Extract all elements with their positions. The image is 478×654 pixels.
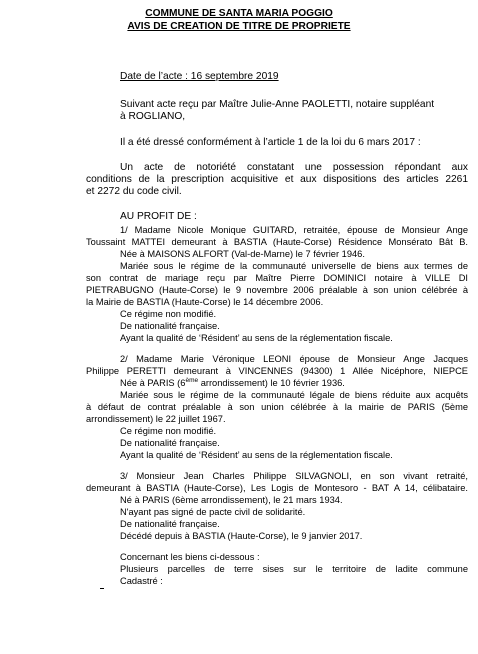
person3-line4: N'ayant pas signé de pacte civil de solidarité.	[120, 507, 306, 517]
biens-line3: Cadastré :	[120, 576, 163, 586]
person2-line1: 2/ Madame Marie Véronique LEONI épouse de Monsieur Ange Jacques	[120, 354, 468, 364]
person1-line2: Toussaint MATTEI demeurant à BASTIA (Haute-Corse) Résidence Monsérato Bât B.	[86, 237, 468, 247]
person1-line8: Ce régime non modifié.	[120, 309, 217, 319]
intro-notaire-line2: à ROGLIANO,	[120, 111, 186, 122]
intro-notoriete-line3: et 2272 du code civil.	[86, 186, 182, 197]
person2-line3: Née à PARIS (6ème arrondissement) le 10 février 1936.	[120, 376, 345, 388]
person1-line5: son contrat de mariage reçu par Maître Pierre DOMINICI notaire à VILLE DI	[86, 273, 468, 283]
person3-line6: Décédé depuis à BASTIA (Haute-Corse), le 9 janvier 2017.	[120, 531, 363, 541]
person3-line3: Né à PARIS (6ème arrondissement), le 21 mars 1934.	[120, 495, 343, 505]
person1-line3: Née à MAISONS ALFORT (Val-de-Marne) le 7 février 1946.	[120, 249, 365, 259]
person1-line10: Ayant la qualité de ‘Résident’ au sens de la réglementation fiscale.	[120, 333, 393, 343]
person1-line4: Mariée sous le régime de la communauté universelle de biens aux termes de	[120, 261, 468, 271]
intro-loi: Il a été dressé conformément à l’article 1 de la loi du 6 mars 2017 :	[120, 137, 421, 148]
biens-line1: Concernant les biens ci-dessous :	[120, 552, 260, 562]
person3-line1: 3/ Monsieur Jean Charles Philippe SILVAGNOLI, en son vivant retraité,	[120, 471, 468, 481]
intro-notoriete-line2: conditions de la prescription acquisitive et aux dispositions des articles 2261	[86, 174, 468, 185]
person1-line9: De nationalité française.	[120, 321, 220, 331]
person2-line2: Philippe PERETTI demeurant à VINCENNES (94300) 1 Allée Nicéphore, NIEPCE	[86, 366, 468, 376]
intro-notoriete-line1: Un acte de notoriété constatant une possession répondant aux	[120, 162, 468, 173]
person1-line1: 1/ Madame Nicole Monique GUITARD, retraitée, épouse de Monsieur Ange	[120, 225, 468, 235]
au-profit-heading: AU PROFIT DE :	[120, 211, 197, 222]
person3-line5: De nationalité française.	[120, 519, 220, 529]
person2-line4: Mariée sous le régime de la communauté légale de biens réduite aux acquêts	[120, 390, 468, 400]
person2-line6: arrondissement) le 22 juillet 1967.	[86, 414, 226, 424]
title-commune: COMMUNE DE SANTA MARIA POGGIO	[145, 8, 333, 19]
person1-line6: PIETRABUGNO (Haute-Corse) le 9 novembre 2006 préalable à son union célébrée à	[86, 285, 468, 295]
acte-date: Date de l’acte : 16 septembre 2019	[120, 71, 279, 82]
person2-line7: Ce régime non modifié.	[120, 426, 217, 436]
person1-line7: la Mairie de BASTIA (Haute-Corse) le 14 décembre 2006.	[86, 297, 324, 307]
stray-mark	[100, 588, 104, 589]
person3-line2: demeurant à BASTIA (Haute-Corse), Les Logis de Montesoro - BAT A 14, célibataire.	[86, 483, 468, 493]
person2-line5: à défaut de contrat préalable à son union célébrée à la mairie de PARIS (5ème	[86, 402, 468, 412]
person2-line9: Ayant la qualité de ‘Résident’ au sens de la réglementation fiscale.	[120, 450, 393, 460]
biens-line2: Plusieurs parcelles de terre sises sur le territoire de ladite commune	[120, 564, 468, 574]
intro-notaire-line1: Suivant acte reçu par Maître Julie-Anne PAOLETTI, notaire suppléant	[120, 99, 435, 110]
person2-line8: De nationalité française.	[120, 438, 220, 448]
title-avis: AVIS DE CREATION DE TITRE DE PROPRIETE	[127, 21, 351, 32]
